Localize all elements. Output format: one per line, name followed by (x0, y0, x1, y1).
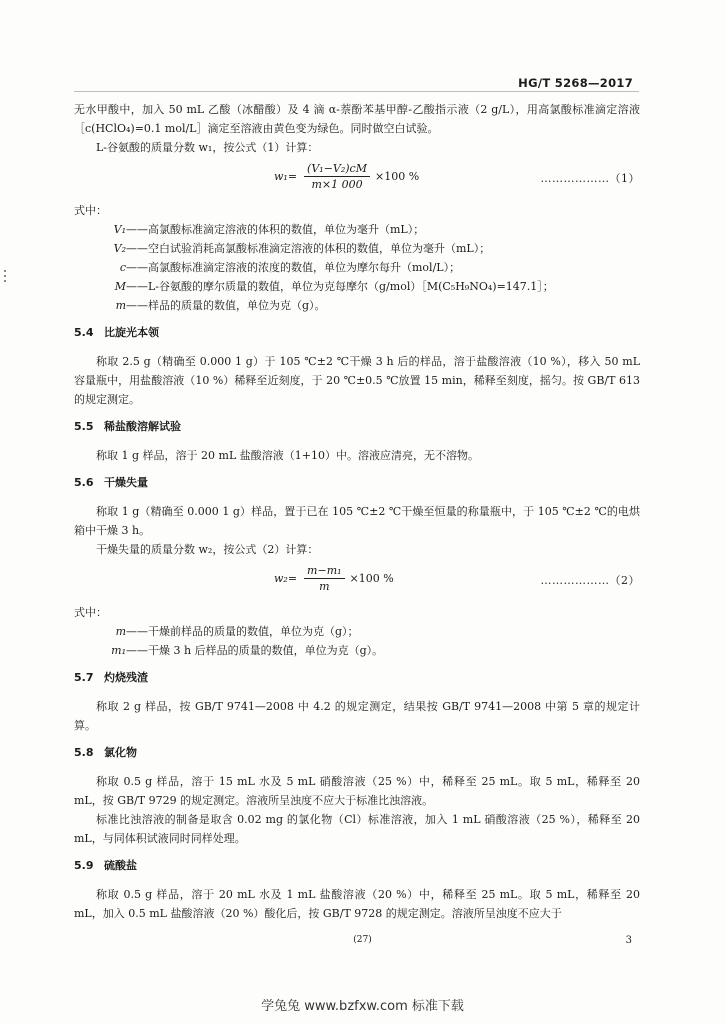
formula2-intro: 干燥失量的质量分数 w₂，按公式（2）计算： (96, 543, 319, 556)
definition-M: M——L-谷氨酸的摩尔质量的数值，单位为克每摩尔（g/mol）［M(C₅H₉NO₄)=147.1］； (114, 280, 554, 293)
formula2-fraction (304, 563, 345, 594)
section-5-8-body-2: 标准比浊溶液的制备是取含 0.02 mg 的氯化物（Cl）标准溶液，加入 1 mL 硝酸溶液（25 %），稀释至 20 mL，与同体积试液同时同样处理。 (74, 813, 640, 845)
section-heading-5-7: 5.7 灼烧残渣 (74, 671, 148, 684)
formula1-tail: ×100 % (374, 170, 420, 183)
page-number: 3 (625, 935, 632, 946)
formula2-tail: ×100 % (349, 572, 394, 585)
definition-v1: V₁——高氯酸标准滴定溶液的体积的数值，单位为毫升（mL）； (113, 223, 425, 236)
formula1-number: ………………（1） (540, 172, 640, 185)
definition-m1: m₁——干燥 3 h 后样品的质量的数值，单位为克（g）。 (111, 644, 384, 657)
formula1-denominator: m×1 000 (311, 178, 363, 191)
section-5-5-body: 称取 1 g 样品，溶于 20 mL 盐酸溶液（1+10）中。溶液应清亮，无不溶物。 (96, 449, 479, 462)
formula2-numerator: m−m₁ (304, 563, 345, 579)
definition-v2: V₂——空白试验消耗高氯酸标准滴定溶液的体积的数值，单位为毫升（mL）； (113, 242, 491, 255)
section-5-8-body: 称取 0.5 g 样品，溶于 15 mL 水及 5 mL 硝酸溶液（25 %）中，稀释至 25 mL。取 5 mL，稀释至 20 mL，按 GB/T 9729 的规定测定。溶液所呈浊度不应大于标准比浊溶液。 (74, 775, 640, 807)
formula2-denominator: m (319, 580, 330, 593)
page-content (74, 100, 640, 923)
formula1-lhs: w₁= (274, 170, 298, 183)
formula2-lhs: w₂= (274, 572, 298, 585)
section-5-4-body: 称取 2.5 g（精确至 0.000 1 g）于 105 ℃±2 ℃干燥 3 h 后的样品，溶于盐酸溶液（10 %），移入 50 mL 容量瓶中，用盐酸溶液（10 %）稀释至近刻度，于 20 ℃±0.5 ℃放置 15 min，稀释至刻度，摇匀。按 GB/T 613 的规定测定。 (74, 355, 640, 406)
paragraph-continuation: 无水甲酸中，加入 50 mL 乙酸（冰醋酸）及 4 滴 α-萘酚苯基甲醇-乙酸指示液（2 g/L），用高氯酸标准滴定溶液［c(HClO₄)=0.1 mol/L］滴定至溶液由黄色变为绿色。同时做空白试验。 (74, 103, 640, 135)
section-heading-5-8: 5.8 氯化物 (74, 746, 137, 759)
formula-1 (74, 159, 640, 197)
binding-mark (4, 270, 6, 286)
section-heading-5-9: 5.9 硫酸盐 (74, 859, 137, 872)
section-heading-5-4: 5.4 比旋光本领 (74, 326, 159, 339)
section-5-7-body: 称取 2 g 样品，按 GB/T 9741—2008 中 4.2 的规定测定，结果按 GB/T 9741—2008 中第 5 章的规定计算。 (74, 700, 640, 732)
formula1-intro: L-谷氨酸的质量分数 w₁，按公式（1）计算： (96, 141, 319, 154)
where-label-2: 式中： (74, 606, 107, 619)
standard-code: HG/T 5268—2017 (518, 76, 633, 90)
formula-2 (74, 561, 640, 599)
section-5-9-body: 称取 0.5 g 样品，溶于 20 mL 水及 1 mL 盐酸溶液（20 %）中，稀释至 25 mL。取 5 mL，稀释至 20 mL，加入 0.5 mL 盐酸溶液（20 %）酸化后，按 GB/T 9728 的规定测定。溶液所呈浊度不应大于 (74, 888, 640, 920)
watermark-text: 学兔兔 www.bzfxw.com 标准下载 (261, 999, 464, 1014)
formula1-numerator: (V₁−V₂)cM (304, 161, 370, 177)
definition-m-dry: m——干燥前样品的质量的数值，单位为克（g）； (115, 625, 359, 638)
definition-m: m——样品的质量的数值，单位为克（g）。 (115, 299, 326, 312)
section-5-6-body: 称取 1 g（精确至 0.000 1 g）样品，置于已在 105 ℃±2 ℃干燥至恒量的称量瓶中，于 105 ℃±2 ℃的电烘箱中干燥 3 h。 (74, 505, 640, 537)
formula2-number: ………………（2） (540, 574, 640, 587)
footer-serial: (27) (353, 935, 372, 945)
header-rule (74, 91, 639, 92)
where-label-1: 式中： (74, 204, 107, 217)
formula1-fraction (304, 161, 370, 192)
definition-c: c——高氯酸标准滴定溶液的浓度的数值，单位为摩尔每升（mol/L）； (119, 261, 461, 274)
section-heading-5-6: 5.6 干燥失量 (74, 476, 148, 489)
section-heading-5-5: 5.5 稀盐酸溶解试验 (74, 420, 181, 433)
